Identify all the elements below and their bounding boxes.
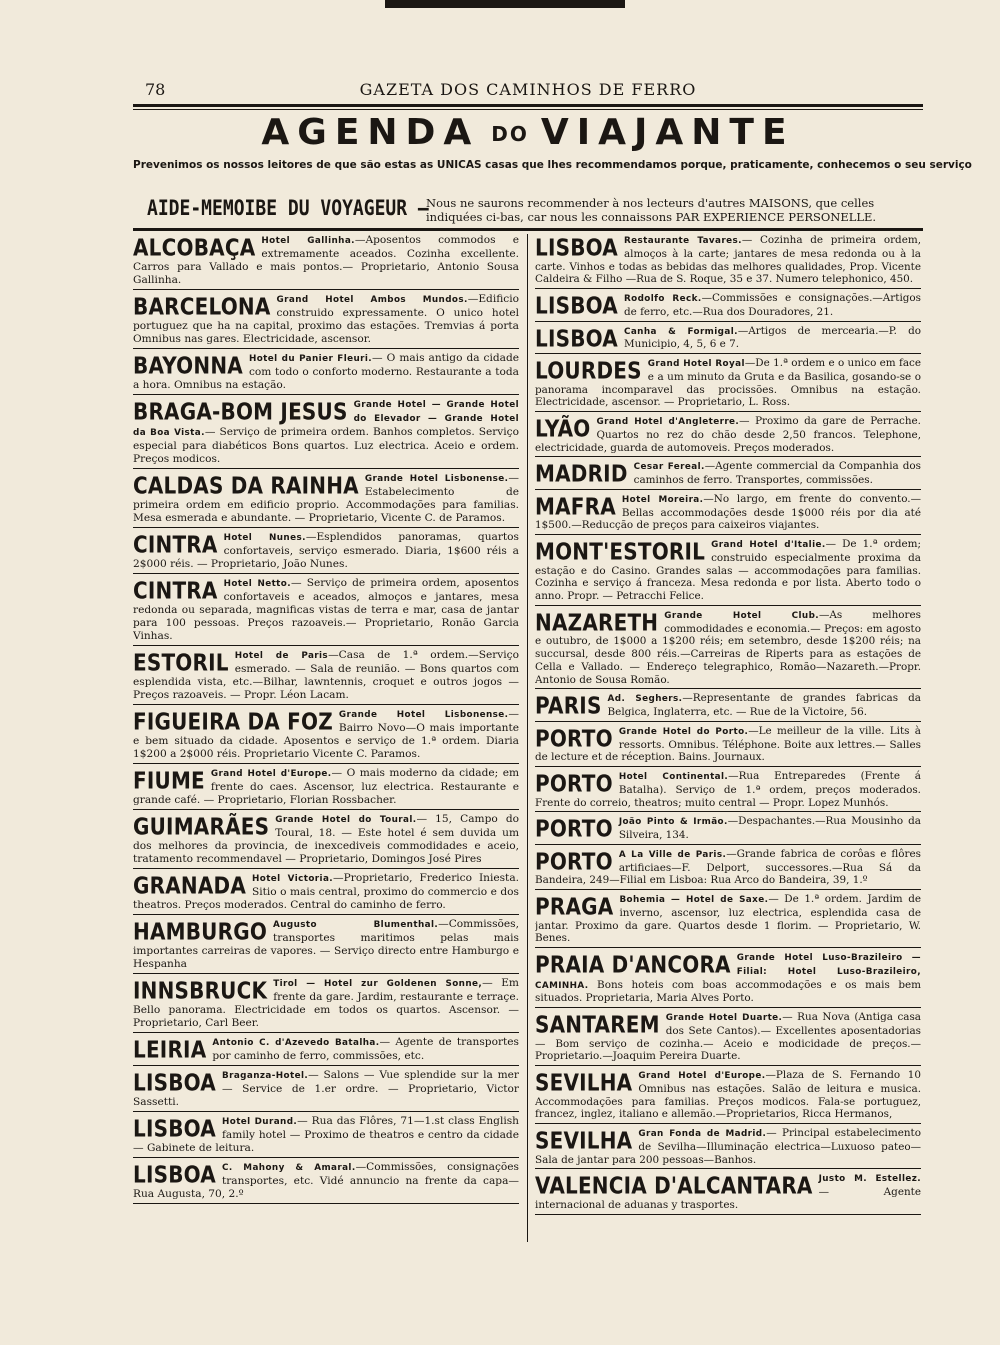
listing-separator [133, 1065, 519, 1066]
listing-description: — Serviço de primeira ordem, aposentos confortaveis e aceados, almoços e jantares, mesa redonda ou separada, magnificas vistas de terra e mar, casa de jantar para 100 pessoas. Preços razoaveis.— Proprietario, Ronão Garcia Vinhas. [133, 577, 519, 642]
listing-description: Bons hoteis com boas accommodações e os mais bem situados. Proprietaria, Maria Alves Porto. [535, 978, 921, 1005]
listing-text [535, 415, 921, 454]
top-edge-mark [385, 0, 625, 8]
listing-hotel-name: Hotel Moreira. [621, 494, 704, 505]
listing-hotel-name: Grande Hotel do Toural. [275, 815, 417, 825]
listing-braga-bom-jesus [133, 398, 519, 466]
listing-separator [535, 288, 921, 289]
listing-place: CALDAS DA RAINHA [133, 472, 359, 500]
listing-description: —Artigos de mercearia.—P. do Municipio, 4, 5, 6 e 7. [623, 324, 921, 351]
listing-fiume [133, 767, 519, 807]
listing-separator [535, 534, 921, 535]
listing-place: LISBOA [535, 292, 618, 319]
listing-hotel-name: Grand Hotel Ambos Mundos. [276, 295, 468, 305]
listing-separator [535, 1007, 921, 1008]
listing-description: — 15, Campo do Toural, 18. — Este hotel é sem duvida um dos melhores da provincia, de inexcediveis commodidades e aceio, tratamento recommendavel — Proprietario, Domingos José Pires [133, 813, 519, 865]
listing-place: MONT'ESTORIL [535, 538, 706, 566]
listing-hotel-name: Hotel Continental. [618, 772, 729, 782]
listing-description: —Grande fabrica de corôas e flôres artificiaes—F. Delport, successores.—Rua Sá da Bandeira, 249—Filial em Lisboa: Rua Arco do Bandeira, 39, 1.º [535, 847, 921, 887]
listing-hotel-name: Hotel du Panier Fleuri. [248, 354, 373, 364]
listing-praia-d-ancora [535, 951, 921, 1005]
listing-caldas-da-rainha [133, 472, 519, 525]
listing-description: —Commissões, consignações transportes, etc. Vidé annuncio na frente da capa— Rua Augusta, 70, 2.º [133, 1161, 519, 1200]
listing-place: LYÃO [535, 415, 591, 443]
listing-description: —Bairro Novo—O mais importante e bem situado da cidade. Aposentos e serviço de 1.ª ordem. Diaria 1$200 a 2$000 réis. Proprietario Vicente C. Paramos. [133, 708, 519, 760]
listing-hotel-name: Bohemia — Hotel de Saxe. [619, 895, 769, 905]
listing-valencia-d-alcantara [535, 1172, 921, 1211]
listing-description: —Rua Entreparedes (Frente á Batalha). Serviço de 1.ª ordem, preços moderados. Frente do correio, theatros; muito central — Propr. Lopez Munhós. [535, 770, 921, 809]
listing-place: LISBOA [133, 1069, 216, 1097]
listing-description: —Plaza de S. Fernando 10 Omnibus nas estações. Salão de leitura e musica. Accommodações para familias. Preços modicos. Fala-se portuguez, francez, inglez, italiano e allemão.—Proprietarios, Ricca Hermanos, [535, 1069, 921, 1121]
listing-separator [535, 721, 921, 722]
listing-place: PRAIA D'ANCORA [535, 951, 731, 979]
listing-hotel-name: Grande Hotel Duarte. [665, 1013, 783, 1023]
listing-place: VALENCIA D'ALCANTARA [535, 1172, 813, 1200]
listing-lisboa [133, 1161, 519, 1201]
listing-place: LOURDES [535, 357, 642, 385]
listing-description: —De 1.ª ordem e o unico em face e a um minuto da Gruta e da Basilica, gosando-se o panorama incomparavel das procissões. Omnibus na estação. Electricidade, ascensor. — Proprietario, L. Ross. [535, 357, 921, 409]
listing-place: GUIMARÃES [133, 813, 270, 841]
listing-lisboa [535, 325, 921, 352]
listing-place: MADRID [535, 460, 628, 487]
listing-place: PORTO [535, 815, 613, 842]
listing-description: —No largo, em frente do convento.— Bellas accommodações desde 1$000 réis por dia até 1$500.—Reducção de preços para caixeiros viajantes. [535, 492, 921, 532]
listing-separator [535, 766, 921, 767]
listing-separator [535, 321, 921, 322]
listing-description: —As melhores commodidades e economia.— Preços: em agosto e outubro, de 1$000 a 1$200 réis; em setembro, desde 1$200 réis; na succursal, desde 800 réis.—Carreiras de Riperts para as estações de Cella e Vallado. — Endereço telegraphico, Romão—Nazareth.—Propr. Antonio de Sousa Romão. [535, 608, 921, 686]
listing-description: — Rua Nova (Antiga casa dos Sete Cantos).— Excellentes aposentadorias— Bom serviço de cozinha.— Aceio e modicidade de preços.—Proprietario.—Joaquim Pereira Duarte. [535, 1011, 921, 1063]
listing-description: — Salons — Vue splendide sur la mer — Service de 1.er ordre. — Proprietario, Victor Sassetti. [133, 1069, 519, 1108]
listing-description: — Agente internacional de aduanas y trasportes. [535, 1186, 921, 1211]
listing-separator [133, 868, 519, 869]
listing-place: SEVILHA [535, 1069, 633, 1097]
listing-lourdes [535, 357, 921, 409]
listing-place: PRAGA [535, 893, 614, 921]
listing-lyao [535, 415, 921, 454]
listing-cintra [133, 577, 519, 643]
listing-place: SANTAREM [535, 1011, 660, 1039]
listing-hotel-name: Justo M. Estellez. [818, 1174, 921, 1185]
listing-separator [535, 1168, 921, 1169]
listing-place: FIUME [133, 767, 205, 795]
listing-separator [133, 1157, 519, 1158]
listing-place: BRAGA-BOM JESUS [133, 398, 348, 426]
listing-nazareth [535, 609, 921, 687]
listing-separator [535, 844, 921, 845]
listing-hotel-name: Grand Hotel d'Angleterre. [596, 417, 740, 427]
listing-separator [535, 605, 921, 606]
listing-lisboa [535, 234, 921, 286]
listing-separator [133, 809, 519, 810]
listing-hotel-name: Hotel de Paris [234, 651, 329, 661]
listing-separator [133, 704, 519, 705]
listing-hotel-name: Hotel Victoria. [252, 874, 334, 884]
title-word-do: DO [491, 122, 529, 146]
listing-hotel-name: Cesar Fereal. [633, 462, 705, 473]
listing-separator [133, 527, 519, 528]
listing-madrid [535, 460, 921, 487]
listing-description: —Edificio construido expressamente. O unico hotel portuguez que ha na capital, proximo das estações. Tremvias á porta Omnibus nas gares. Electricidade, ascensor. [133, 293, 519, 345]
listing-hotel-name: Grande Hotel Luso-Brazileiro — Filial: Hotel Luso-Brazileiro, CAMINHA. [535, 953, 921, 991]
listing-separator [535, 1123, 921, 1124]
listing-hotel-name: Grande Hotel Lisbonense. [338, 710, 509, 720]
listing-separator [133, 914, 519, 915]
listing-hotel-name: A La Ville de Paris. [618, 849, 727, 860]
title-word-viajante: VIAJANTE [540, 112, 795, 153]
listing-place: PARIS [535, 692, 602, 719]
listing-porto [535, 848, 921, 887]
listing-hotel-name: C. Mahony & Amaral. [221, 1163, 356, 1173]
listing-separator [133, 573, 519, 574]
listing-description: — Em frente da gare. Jardim, restaurante e terraçe. Bello panorama. Electricidade em todos os quartos. Ascensor. — Proprietario, Carl Beer. [133, 977, 519, 1029]
listing-separator [133, 468, 519, 469]
title-word-agenda: AGENDA [261, 112, 480, 153]
listing-separator [535, 688, 921, 689]
listing-hotel-name: Grand Hotel d'Europe. [638, 1071, 766, 1081]
listing-separator [133, 394, 519, 395]
listing-place: LISBOA [133, 1115, 216, 1143]
listing-place: CINTRA [133, 531, 218, 559]
listing-separator [535, 811, 921, 812]
listing-description: — De 1.ª ordem; construido especialmente proxima da estação e do Casino. Grandes salas — accommodações para familias. Cozinha e serviço á franceza. Mesa redonda e por lista. Aberto todo o anno. Propr. — Petracchi Felice. [535, 538, 921, 602]
listing-description: — Serviço de primeira ordem. Banhos completos. Serviço especial para diabéticos Bons quartos. Luz electrica. Aceio e ordem. Preços modicos. [133, 426, 519, 465]
listing-place: PORTO [535, 847, 613, 876]
listing-place: LISBOA [535, 234, 618, 262]
listing-separator [133, 1032, 519, 1033]
listing-description: — Proximo da gare de Perrache. Quartos no rez do chão desde 2,50 francos. Telephone, electricidade, guarda de automoveis. Preços moderados. [535, 415, 921, 454]
listing-place: INNSBRUCK [133, 977, 268, 1005]
listing-description: — De 1.ª ordem. Jardim de inverno, ascensor, luz electrica, esplendida casa de jantar. Proximo da gare. Quartos desde 1 florim. — Proprietario, W. Benes. [535, 893, 921, 945]
listing-description: — Agente de transportes por caminho de ferro, commissões, etc. [212, 1036, 519, 1062]
journal-title: GAZETA DOS CAMINHOS DE FERRO [359, 80, 697, 99]
listing-place: LEIRIA [133, 1036, 207, 1063]
listing-place: BARCELONA [133, 293, 271, 321]
listing-hotel-name: Grande Hotel Club. [664, 610, 820, 621]
listing-description: — Cozinha de primeira ordem, almoços à la carte; jantares de mesa redonda ou à la carte. Vinhos e todas as bebidas das melhores qualidades, Prop. Vicente Caldeira & Filho —Rua de S. Roque, 35 e 37. Numero telephonico, 450. [535, 234, 921, 286]
listing-hotel-name: Braganza-Hotel. [221, 1071, 309, 1081]
listing-hotel-name: Rodolfo Reck. [623, 294, 702, 304]
listing-place: FIGUEIRA DA FOZ [133, 708, 333, 736]
listing-description: —Le meilleur de la ville. Lits à ressorts. Omnibus. Téléphone. Boite aux lettres.— Salles de lecture et de réception. Bains. Journaux. [535, 724, 921, 764]
listing-description: —Proprietario, Frederico Iniesta. Sitio o mais central, proximo do commercio e dos theatros. Preços moderados. Central do caminho de ferro. [133, 872, 519, 911]
listing-separator [133, 645, 519, 646]
listing-praga [535, 893, 921, 945]
right-column [535, 234, 921, 1218]
listing-description: — O mais moderno da cidade; em frente do caes. Ascensor, luz electrica. Restaurante e grande café. — Proprietario, Florian Rossbacher. [133, 767, 519, 806]
listing-hotel-name: Restaurante Tavares. [623, 236, 742, 246]
listing-separator [535, 489, 921, 490]
listing-separator [535, 411, 921, 412]
listing-mafra [535, 493, 921, 532]
listing-place: PORTO [535, 724, 613, 753]
listing-bayonna [133, 352, 519, 392]
listing-place: ALCOBAÇA [133, 234, 256, 262]
listing-place: SEVILHA [535, 1127, 633, 1155]
listing-description: —Agente commercial da Companhia dos caminhos de ferro. Transportes, commissões. [633, 460, 921, 486]
listing-hotel-name: Hotel Durand. [221, 1117, 298, 1127]
listing-hotel-name: Antonio C. d'Azevedo Batalha. [212, 1038, 380, 1048]
listing-description: —Despachantes.—Rua Mousinho da Silveira, 134. [618, 815, 921, 841]
listing-hotel-name: Gran Fonda de Madrid. [638, 1129, 767, 1139]
listing-hotel-name: Grande Hotel — Grande Hotel do Elevador — Grande Hotel da Boa Vista. [133, 400, 519, 438]
listing-separator [535, 353, 921, 354]
listing-description: — Rua das Flôres, 71—1.st class English family hotel — Proximo de theatros e centro da cidade— Gabinete de leitura. [133, 1115, 519, 1154]
listing-place: LISBOA [535, 324, 618, 351]
listing-lisboa [535, 292, 921, 319]
listing-hotel-name: Augusto Blumenthal. [273, 920, 439, 930]
listing-paris [535, 692, 921, 719]
listing-description: —Representante de grandes fabricas da Belgica, Inglaterra, etc. — Rue de la Victoire, 56. [607, 692, 921, 718]
listing-place: PORTO [535, 770, 613, 798]
aide-memoire-heading: AIDE-MEMOIBE DU VOYAGEUR — [147, 196, 429, 222]
listing-description: — Estabelecimento de primeira ordem em edificio proprio. Accommodações para familias. Mesa esmerada e abundante. — Proprietario, Vicente C. de Paramos. [133, 472, 519, 524]
left-column [133, 234, 519, 1207]
aide-memoire-note: Nous ne saurons recommender à nos lecteurs d'autres MAISONS, que celles indiquées ci-bas, car nous les connaissons PAR EXPERIENCE PERSONELLE. [426, 196, 877, 224]
listing-separator [133, 973, 519, 974]
listing-hotel-name: Hotel Nunes. [223, 533, 306, 543]
listing-separator [133, 763, 519, 764]
listing-description: —Casa de 1.ª ordem.—Serviço esmerado. — Sala de reunião. — Bons quartos com esplendida vista, etc.—Bilhar, lawntennis, croquet e outros jogos —Preços razoaveis. — Propr. Léon Lacam. [133, 649, 519, 701]
listing-hotel-name: Grand Hotel d'Italie. [711, 540, 826, 550]
listing-cintra [133, 531, 519, 571]
listing-hotel-name: Canha & Formigal. [623, 326, 738, 337]
listing-description: —Commissões, transportes maritimos pelas mais importantes carreiras de vapores. — Serviço directo entre Hamburgo e Hespanha [133, 918, 519, 970]
listing-description: — O mais antigo da cidade com todo o conforto moderno. Restaurante a toda a hora. Omnibus na estação. [133, 352, 519, 391]
section-rule [133, 228, 923, 231]
listing-separator [133, 1111, 519, 1112]
listing-leiria [133, 1036, 519, 1063]
listing-description: —Commissões e consignações.—Artigos de ferro, etc.—Rua dos Douradores, 21. [623, 292, 921, 318]
listing-lisboa [133, 1069, 519, 1109]
listing-granada [133, 872, 519, 912]
listing-santarem [535, 1011, 921, 1063]
listing-hotel-name: Tirol — Hotel zur Goldenen Sonne, [273, 979, 483, 989]
header-rule-thin [133, 109, 923, 110]
listing-guimaraes [133, 813, 519, 866]
listing-separator [535, 1214, 921, 1215]
listing-hotel-name: Grande Hotel do Porto. [618, 726, 749, 737]
listing-place: ESTORIL [133, 649, 229, 677]
listing-separator [133, 348, 519, 349]
agenda-title [133, 113, 923, 153]
listing-separator [535, 889, 921, 890]
listing-alcobaca [133, 234, 519, 287]
listing-innsbruck [133, 977, 519, 1030]
page-header [133, 80, 923, 102]
listing-hotel-name: Hotel Gallinha. [261, 236, 355, 246]
listing-sevilha [535, 1127, 921, 1166]
listing-estoril [133, 649, 519, 702]
listing-porto [535, 725, 921, 764]
listing-separator [535, 1065, 921, 1066]
listing-mont-estoril [535, 538, 921, 603]
listing-hamburgo [133, 918, 519, 971]
listing-hotel-name: Ad. Seghers. [607, 694, 683, 705]
listing-description: — Principal estabelecimento de Sevilha—Illuminação electrica—Luxuoso pateo—Sala de jantar para 200 pessoas—Banhos. [535, 1127, 921, 1166]
listing-place: GRANADA [133, 872, 246, 900]
listing-porto [535, 815, 921, 842]
subtitle: Prevenimos os nossos leitores de que são estas as UNICAS casas que lhes recommendamos porque, praticamente, conhecemos o seu serviço [133, 159, 972, 171]
listing-lisboa [133, 1115, 519, 1155]
listing-separator [133, 289, 519, 290]
listing-hotel-name: Grande Hotel Lisbonense. [364, 474, 509, 484]
listing-barcelona [133, 293, 519, 346]
page-number: 78 [145, 80, 166, 99]
listing-sevilha [535, 1069, 921, 1121]
listing-hotel-name: Grand Hotel Royal [647, 359, 745, 369]
listing-place: BAYONNA [133, 352, 243, 380]
listing-place: CINTRA [133, 577, 218, 605]
listing-place: NAZARETH [535, 608, 659, 637]
column-divider [527, 234, 528, 1242]
listing-figueira-da-foz [133, 708, 519, 761]
header-rule [133, 104, 923, 107]
listing-description: —Aposentos commodos e extremamente aceados. Cozinha excellente. Carros para Vallado e mais pontos.— Proprietario, Antonio Sousa Gallinha. [133, 234, 519, 286]
listing-separator [535, 947, 921, 948]
listing-place: LISBOA [133, 1161, 216, 1189]
listing-hotel-name: Grand Hotel d'Europe. [210, 769, 332, 779]
listing-place: HAMBURGO [133, 918, 268, 946]
listing-place: MAFRA [535, 492, 616, 521]
listing-separator [133, 1203, 519, 1204]
listing-separator [535, 456, 921, 457]
listing-hotel-name: João Pinto & Irmão. [618, 817, 728, 828]
listing-hotel-name: Hotel Netto. [223, 579, 291, 589]
listing-porto [535, 770, 921, 809]
listing-description: —Esplendidos panoramas, quartos confortaveis, serviço esmerado. Diaria, 1$600 réis a 2$000 réis. — Proprietario, João Nunes. [133, 531, 519, 570]
